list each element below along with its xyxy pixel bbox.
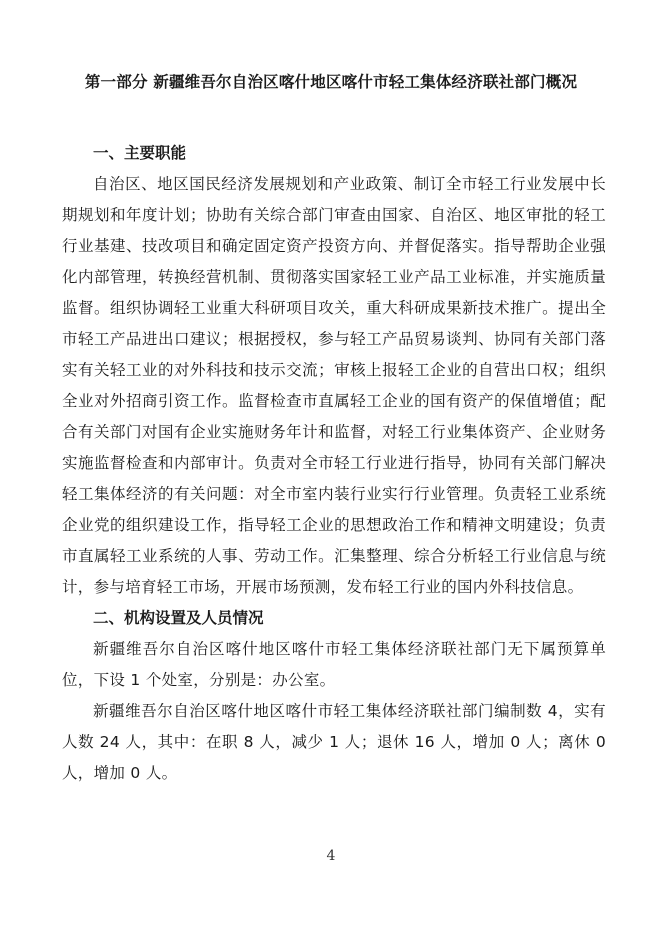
- paragraph-organization: 新疆维吾尔自治区喀什地区喀什市轻工集体经济联社部门无下属预算单位，下设 1 个处室，分别是：办公室。: [62, 640, 606, 689]
- page-number: 4: [326, 848, 336, 864]
- paragraph-main-functions: 自治区、地区国民经济发展规划和产业政策、制订全市轻工行业发展中长期规划和年度计划；协助有关综合部门审查由国家、自治区、地区审批的轻工行业基建、技改项目和确定固定资产投资方向、并督促落实。指导帮助企业强化内部管理，转换经营机制、贯彻落实国家轻工业产品工业标准，并实施质量监督。组织协调轻工业重大科研项目攻关，重大科研成果新技术推广。提出全市轻工产品进出口建议；根据授权，参与轻工产品贸易谈判、协同有关部门落实有关轻工业的对外科技和技示交流；审核上报轻工企业的自营出口权；组织全业对外招商引资工作。监督检查市直属轻工企业的国有资产的保值增值；配合有关部门对国有企业实施财务年计和监督，对轻工行业集体资产、企业财务实施监督检查和内部审计。负责对全市轻工行业进行指导，协同有关部门解决轻工集体经济的有关问题：对全市室内装行业实行行业管理。负责轻工业系统企业党的组织建设工作，指导轻工企业的思想政治工作和精神文明建设；负责市直属轻工业系统的人事、劳动工作。汇集整理、综合分析轻工行业信息与统计，参与培育轻工市场，开展市场预测，发布轻工行业的国内外科技信息。: [62, 175, 606, 596]
- section-heading-main-functions: 一、主要职能: [93, 144, 187, 162]
- section-heading-organization-staffing: 二、机构设置及人员情况: [93, 609, 264, 627]
- paragraph-staffing: 新疆维吾尔自治区喀什地区喀什市轻工集体经济联社部门编制数 4，实有人数 24 人，其中：在职 8 人，减少 1 人；退休 16 人，增加 0 人；离休 0 人，增加 0 人。: [62, 702, 606, 782]
- document-title: 第一部分 新疆维吾尔自治区喀什地区喀什市轻工集体经济联社部门概况: [84, 73, 578, 91]
- document-body: [62, 138, 606, 789]
